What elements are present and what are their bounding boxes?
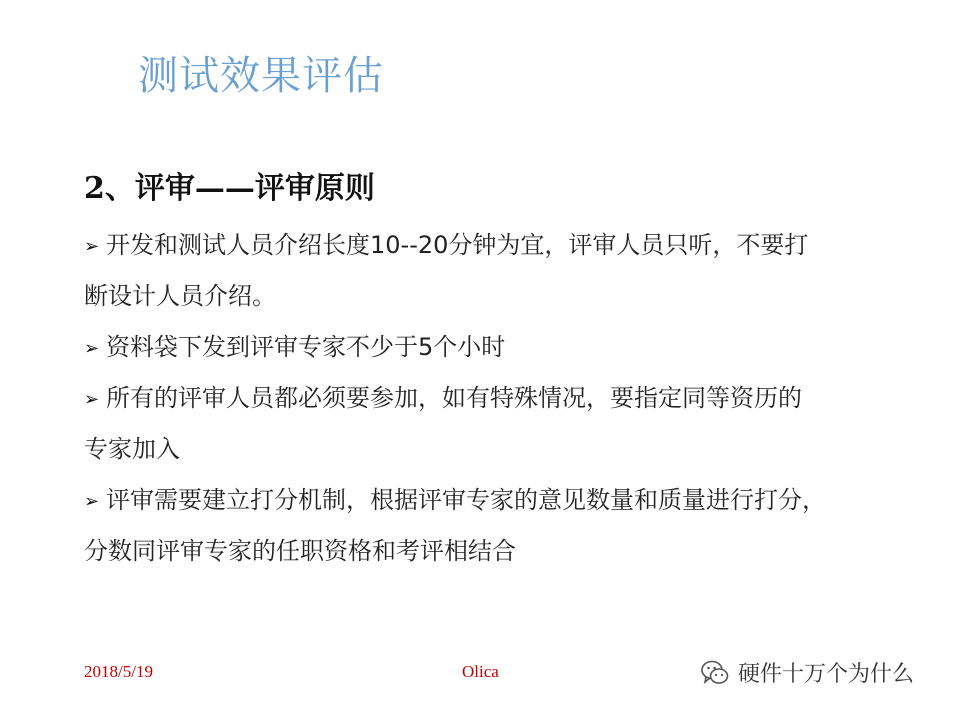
list-item-continuation [84, 526, 914, 577]
list-item-text: 断设计人员介绍。 [84, 282, 276, 310]
list-item [84, 322, 914, 373]
watermark [700, 657, 914, 688]
footer-date: 2018/5/19 [84, 662, 153, 681]
list-item [84, 373, 914, 424]
bullet-arrow-icon: ➢ [84, 338, 100, 359]
list-item-text: 评审需要建立打分机制，根据评审专家的意见数量和质量进行打分， [106, 486, 826, 514]
bullet-arrow-icon: ➢ [84, 491, 100, 512]
list-item-text: 分数同评审专家的任职资格和考评相结合 [84, 537, 516, 565]
bullet-arrow-icon: ➢ [84, 389, 100, 410]
bullet-list [84, 220, 914, 577]
footer-author: Olica [462, 662, 499, 681]
slide-subtitle: 2、评审——评审原则 [84, 171, 375, 206]
list-item-text: 所有的评审人员都必须要参加，如有特殊情况，要指定同等资历的 [106, 384, 802, 412]
watermark-text: 硬件十万个为什么 [738, 662, 915, 687]
list-item [84, 220, 914, 271]
list-item-text: 开发和测试人员介绍长度10--20分钟为宜，评审人员只听，不要打 [106, 231, 809, 259]
list-item [84, 475, 914, 526]
list-item-continuation [84, 271, 914, 322]
list-item-text: 资料袋下发到评审专家不少于5个小时 [106, 333, 506, 361]
wechat-icon [700, 658, 730, 688]
list-item-continuation [84, 424, 914, 475]
list-item-text: 专家加入 [84, 435, 180, 463]
slide-title: 测试效果评估 [138, 53, 384, 99]
bullet-arrow-icon: ➢ [84, 236, 100, 257]
